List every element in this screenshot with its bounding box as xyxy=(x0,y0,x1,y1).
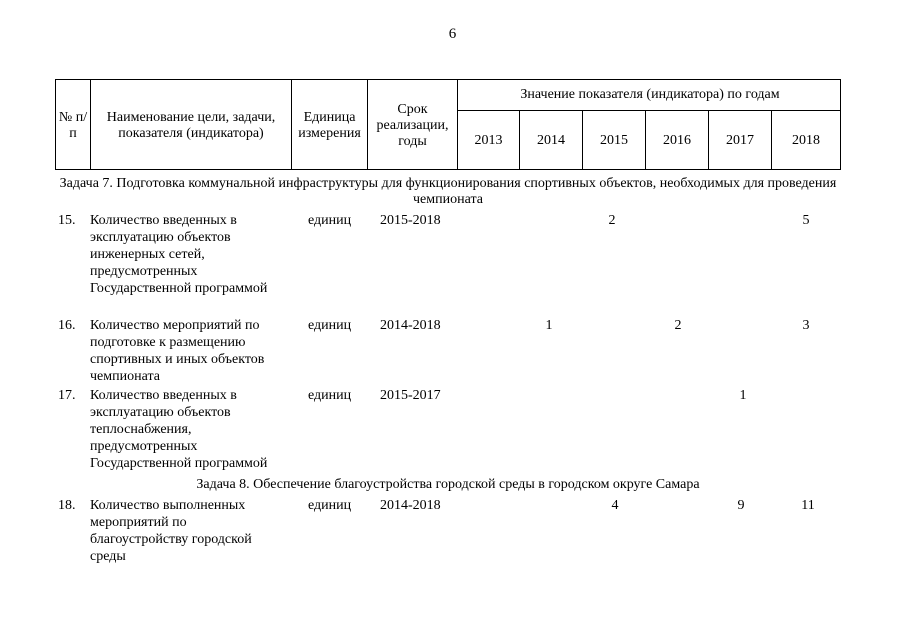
row-unit: единиц xyxy=(308,498,352,513)
row-period: 2015-2017 xyxy=(380,388,441,403)
row-number: 16. xyxy=(58,318,76,333)
row-period: 2015-2018 xyxy=(380,213,441,228)
row-unit: единиц xyxy=(308,213,352,228)
row-unit: единиц xyxy=(308,318,352,333)
row-value-2015: 2 xyxy=(608,213,616,228)
row-value-2015: 4 xyxy=(611,498,619,513)
header-year: 2015 xyxy=(600,133,628,148)
header-year: 2016 xyxy=(663,133,691,148)
row-value-2014: 1 xyxy=(545,318,553,333)
task-heading: Задача 8. Обеспечение благоустройства городской среды в городском округе Самара xyxy=(196,477,700,492)
header-year: 2017 xyxy=(726,133,754,148)
row-number: 17. xyxy=(58,388,76,403)
header-unit: Единица измерения xyxy=(298,109,361,141)
row-value-2017: 1 xyxy=(739,388,747,403)
row-name: Количество выполненных мероприятий по благоустройству городской среды xyxy=(90,498,252,564)
table-header xyxy=(55,79,841,170)
row-value-2017: 9 xyxy=(737,498,745,513)
row-value-2018: 5 xyxy=(802,213,810,228)
header-year: 2018 xyxy=(792,133,820,148)
row-unit: единиц xyxy=(308,388,352,403)
row-name: Количество введенных в эксплуатацию объектов теплоснабжения, предусмотренных Государственной программой xyxy=(90,388,268,471)
row-value-2018: 3 xyxy=(802,318,810,333)
page-number: 6 xyxy=(448,26,457,42)
header-values: Значение показателя (индикатора) по годам xyxy=(520,87,780,102)
row-name: Количество мероприятий по подготовке к размещению спортивных и иных объектов чемпионата xyxy=(90,318,265,384)
row-value-2016: 2 xyxy=(674,318,682,333)
row-period: 2014-2018 xyxy=(380,318,441,333)
header-year: 2013 xyxy=(474,133,503,148)
header-period: Срок реализации, годы xyxy=(376,101,449,149)
row-number: 15. xyxy=(58,213,76,228)
header-name: Наименование цели, задачи, показателя (индикатора) xyxy=(106,109,276,141)
task-heading: Задача 7. Подготовка коммунальной инфраструктуры для функционирования спортивных объектов, необходимых для проведения чемпионата xyxy=(59,176,837,207)
row-value-2018: 11 xyxy=(801,498,815,513)
row-period: 2014-2018 xyxy=(380,498,441,513)
header-year: 2014 xyxy=(537,133,565,148)
row-number: 18. xyxy=(58,498,76,513)
row-name: Количество введенных в эксплуатацию объектов инженерных сетей, предусмотренных Государственной программой xyxy=(90,213,268,296)
header-number: № п/п xyxy=(58,109,88,141)
